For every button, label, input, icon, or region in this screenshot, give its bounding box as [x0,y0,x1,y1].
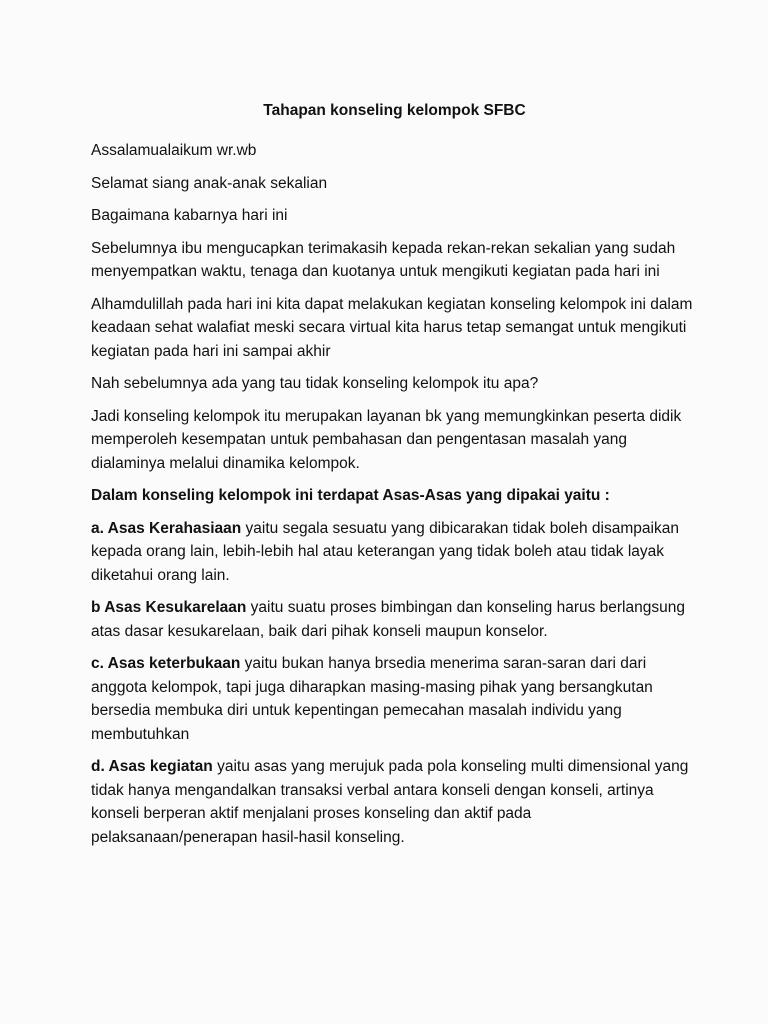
greeting-salam: Assalamualaikum wr.wb [91,142,257,159]
asas-kerahasiaan [91,517,698,588]
paragraph-question: Nah sebelumnya ada yang tau tidak konseling kelompok itu apa? [91,375,539,392]
paragraph-thanks: Sebelumnya ibu mengucapkan terimakasih kepada rekan-rekan sekalian yang sudah menyempatkan waktu, tenaga dan kuotanya untuk mengikuti kegiatan pada hari ini [91,239,676,280]
asas-text: yaitu asas yang merujuk pada pola konseling multi dimensional yang tidak hanya mengandalkan transaksi verbal antara konseli dengan konseli, artinya konseli berperan aktif menjalani proses konseling dan aktif pada pelaksanaan/penerapan hasil-hasil konseling. [91,758,689,846]
asas-label: a. Asas Kerahasiaan [91,519,242,537]
asas-label: b Asas Kesukarelaan [91,599,247,616]
document-title: Tahapan konseling kelompok SFBC [263,102,526,119]
asas-text: yaitu bukan hanya brsedia menerima saran-saran dari dari anggota kelompok, tapi juga diharapkan masing-masing pihak yang bersangkutan bersedia membuka diri untuk kepentingan pemecahan masalah individu yang membutuhkan [91,655,653,743]
greeting-kabar: Bagaimana kabarnya hari ini [91,207,288,224]
asas-label: c. Asas keterbukaan [91,655,241,672]
asas-kegiatan [91,755,698,849]
greeting-selamat-siang: Selamat siang anak-anak sekalian [91,174,328,192]
asas-heading: Dalam konseling kelompok ini terdapat Asas-Asas yang dipakai yaitu : [91,487,610,504]
asas-label: d. Asas kegiatan [91,758,213,775]
asas-text: yaitu segala sesuatu yang dibicarakan tidak boleh disampaikan kepada orang lain, lebih-lebih hal atau keterangan yang tidak boleh atau tidak layak diketahui orang lain. [91,519,679,584]
asas-kesukarelaan [91,596,698,643]
paragraph-alhamdulillah: Alhamdulillah pada hari ini kita dapat melakukan kegiatan konseling kelompok ini dalam keadaan sehat walafiat meski secara virtual kita harus tetap semangat untuk mengikuti kegiatan pada hari ini sampai akhir [91,295,693,360]
asas-text: yaitu suatu proses bimbingan dan konseling harus berlangsung atas dasar kesukarelaan, baik dari pihak konseli maupun konselor. [91,599,685,640]
paragraph-definition: Jadi konseling kelompok itu merupakan layanan bk yang memungkinkan peserta didik memperoleh kesempatan untuk pembahasan dan pengentasan masalah yang dialaminya melalui dinamika kelompok. [91,407,682,472]
asas-keterbukaan [91,652,698,746]
